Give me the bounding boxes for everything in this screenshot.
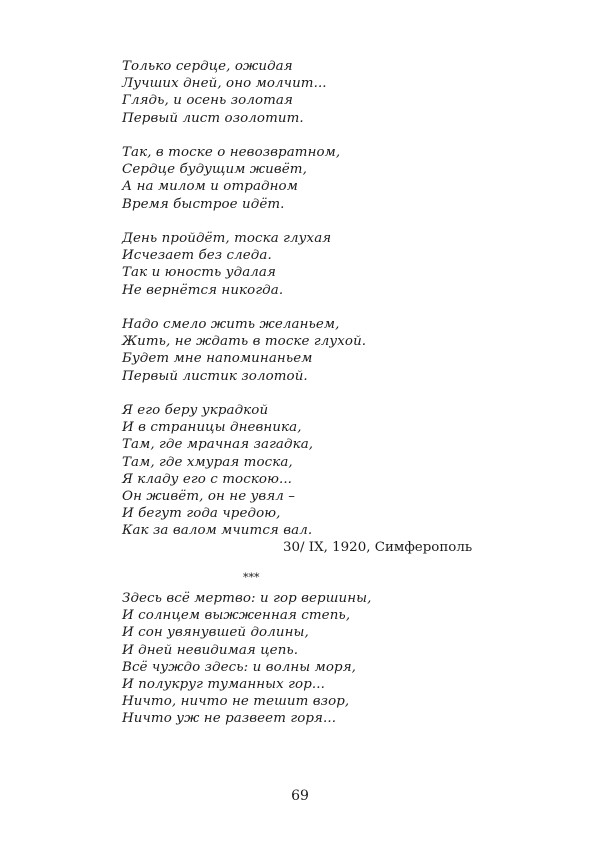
poem-line: Я кладу его с тоскою... <box>122 471 293 487</box>
poem-line: Ничто, ничто не тешит взор, <box>122 694 350 710</box>
poem-line: И бегут года чредою, <box>122 506 281 522</box>
poem-line: И в страницы дневника, <box>122 420 302 436</box>
poem-line: Будет мне напоминаньем <box>122 351 313 367</box>
poem-line: Только сердце, ожидая <box>122 59 293 74</box>
poem-line: Первый лист озолотит. <box>122 110 304 126</box>
poem-line: Не вернётся никогда. <box>122 282 284 298</box>
poem-stanza-4 <box>122 316 522 385</box>
poem-line: А на милом и отрадном <box>122 179 298 195</box>
poem-line: Так и юность удалая <box>122 265 276 281</box>
poem-line: Глядь, и осень золотая <box>122 93 293 109</box>
poem-line: Всё чуждо здесь: и волны моря, <box>122 659 357 675</box>
poem-stanza-3 <box>122 230 522 299</box>
poem-line: Время быстрое идёт. <box>122 196 285 212</box>
poem-stanza-1 <box>122 58 522 127</box>
poem-line: Жить, не ждать в тоске глухой. <box>122 334 367 350</box>
poem-2-stanza <box>122 590 522 728</box>
poem-line: Лучших дней, оно молчит... <box>122 76 327 92</box>
poem-dateline: 30/ IX, 1920, Симферополь <box>283 540 473 555</box>
poem-stanza-2 <box>122 144 522 213</box>
poem-line: Там, где мрачная загадка, <box>122 437 314 453</box>
poem-line: Первый листик золотой. <box>122 368 308 384</box>
poem-line: Он живёт, он не увял – <box>122 489 296 505</box>
poem-line: И дней невидимая цепь. <box>122 642 299 658</box>
poem-line: И полукруг туманных гор... <box>122 677 325 693</box>
poem-separator: *** <box>243 571 260 584</box>
poem-line: День пройдёт, тоска глухая <box>122 231 332 246</box>
poem-line: Надо смело жить желаньем, <box>122 317 340 332</box>
poem-line: Сердце будущим живёт, <box>122 162 307 178</box>
poem-line: Ничто уж не развеет горя... <box>122 711 337 727</box>
poem-stanza-5 <box>122 402 522 540</box>
page-number: 69 <box>291 788 309 804</box>
poem-line: Исчезает без следа. <box>122 248 272 264</box>
poem-line: Как за валом мчится вал. <box>122 523 313 539</box>
poem-line: Так, в тоске о невозвратном, <box>122 145 341 160</box>
poem-line: И солнцем выжженная степь, <box>122 608 351 624</box>
poem-line: Я его беру украдкой <box>122 403 269 418</box>
poem-line: Здесь всё мертво: и гор вершины, <box>122 591 372 606</box>
poem-line: Там, где хмурая тоска, <box>122 454 293 470</box>
poem-line: И сон увянувшей долины, <box>122 625 309 641</box>
